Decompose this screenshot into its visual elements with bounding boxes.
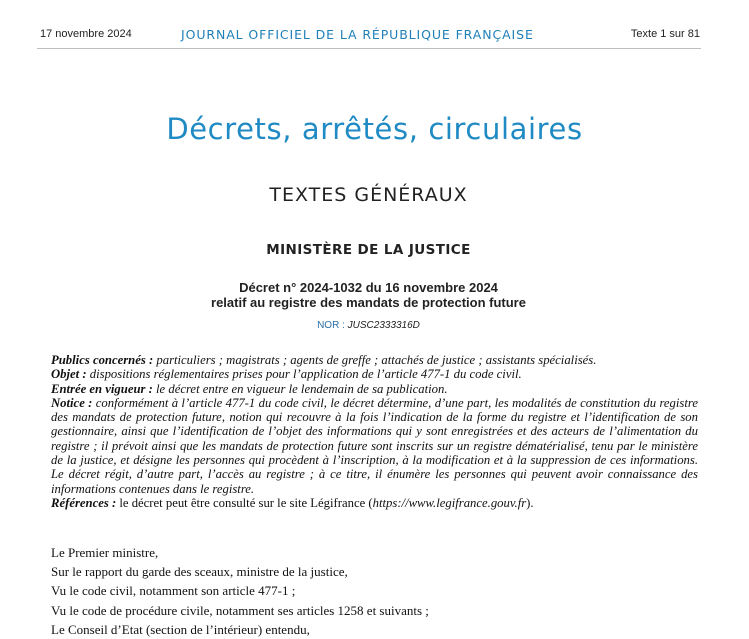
preamble-line: Vu le code civil, notamment son article 477-1 ;: [51, 583, 296, 599]
entree-text: le décret entre en vigueur le lendemain de sa publication.: [152, 381, 448, 396]
publics-text: particuliers ; magistrats ; agents de greffe ; attachés de justice ; assistants spécialisés.: [153, 353, 597, 367]
preamble-line: Sur le rapport du garde des sceaux, ministre de la justice,: [51, 564, 348, 580]
objet-label: Objet :: [51, 367, 87, 382]
decree-summary: [51, 353, 698, 510]
summary-entree: [51, 382, 698, 396]
text-counter: Texte 1 sur 81: [630, 28, 700, 40]
entree-label: Entrée en vigueur :: [51, 381, 153, 396]
decree-title: [0, 280, 737, 310]
ministry-name: MINISTÈRE DE LA JUSTICE: [266, 242, 471, 258]
preamble-line: Le Conseil d’Etat (section de l’intérieur) entendu,: [51, 621, 310, 637]
preamble-line: Le Premier ministre,: [51, 545, 159, 560]
publics-label: Publics concernés :: [51, 353, 154, 367]
preamble-line: Vu le code de procédure civile, notamment ses articles 1258 et suivants ;: [51, 602, 429, 618]
summary-references: [51, 496, 698, 510]
nor-label: NOR :: [317, 320, 348, 331]
journal-title: JOURNAL OFFICIEL DE LA RÉPUBLIQUE FRANÇAISE: [181, 27, 534, 42]
legifrance-link[interactable]: https://www.legifrance.gouv.fr: [372, 495, 527, 510]
decree-preamble: [51, 543, 691, 639]
header-divider: [37, 48, 701, 49]
section-title: Décrets, arrêtés, circulaires: [166, 112, 583, 146]
objet-text: dispositions réglementaires prises pour l’application de l’article 477-1 du code civil.: [86, 367, 522, 382]
page-header: [40, 28, 700, 46]
publication-date: 17 novembre 2024: [40, 28, 132, 40]
summary-notice: [51, 396, 698, 496]
nor-code: JUSC2333316D: [347, 320, 420, 331]
nor-reference: [0, 320, 737, 331]
references-end: ).: [526, 495, 534, 510]
summary-publics: [51, 353, 698, 367]
references-text: le décret peut être consulté sur le site Légifrance (: [116, 495, 373, 510]
references-label: Références :: [51, 495, 117, 510]
notice-text: conformément à l’article 477-1 du code civil, le décret détermine, d’une part, les modalités de constitution du registre des mandats de protection future, notion qui recouvre à la fois l’indication de la forme du registre et l’identification de son gestionnaire, ainsi que l’identification de l’objet des informations qui y sont enregistrées et des acteurs de l’alimentation du registre ; il prévoit ainsi que les mandats de protection future sont inscrits sur un registre dématérialisé, tenu par le ministère de la justice, et désigne les personnes qui procèdent à l’inscription, à la modification et à la suppression de ces informations. Le décret régit, d’autre part, l’accès au registre ; à ce titre, il énumère les personnes qui peuvent avoir connaissance des informations contenues dans le registre.: [51, 395, 698, 496]
decree-title-line-2: relatif au registre des mandats de protection future: [211, 295, 526, 310]
summary-objet: [51, 367, 698, 381]
section-subtitle: TEXTES GÉNÉRAUX: [269, 184, 468, 206]
decree-title-line-1: Décret n° 2024-1032 du 16 novembre 2024: [239, 280, 498, 295]
notice-label: Notice :: [51, 395, 93, 410]
